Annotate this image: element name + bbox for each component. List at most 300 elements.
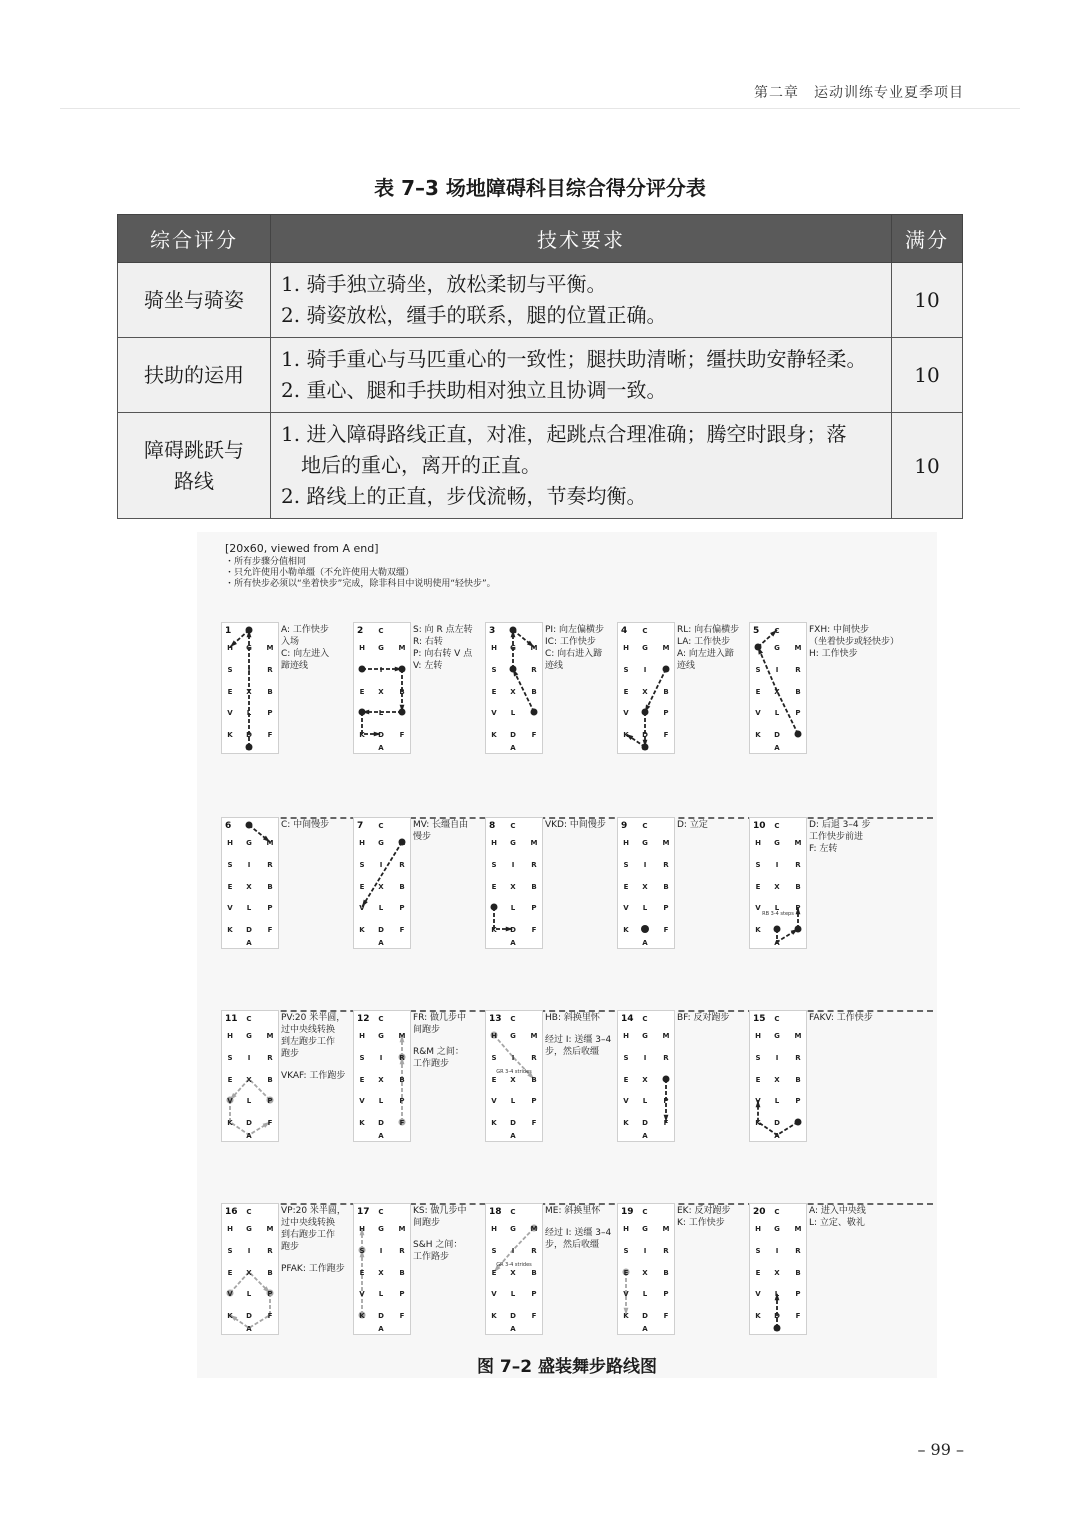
arena-row bbox=[221, 622, 941, 772]
caption-line: （坐着快步或轻快步） bbox=[809, 637, 900, 647]
arena-letter: S bbox=[359, 1054, 365, 1062]
arena-letter: L bbox=[246, 1290, 252, 1298]
arena-letter: E bbox=[227, 1269, 233, 1277]
arena-letter: R bbox=[531, 1247, 537, 1255]
arena-letter: S bbox=[491, 1054, 497, 1062]
arena-letter: M bbox=[398, 1225, 406, 1233]
arena-svg bbox=[486, 818, 542, 948]
arena-letter: L bbox=[642, 1097, 648, 1105]
arena-svg bbox=[222, 1204, 278, 1334]
caption-line: P: 向右转 V 点 bbox=[413, 649, 473, 659]
arena-letter: X bbox=[642, 883, 648, 891]
requirement-line: 2. 路线上的正直，步伐流畅，节奏均衡。 bbox=[281, 484, 647, 508]
caption-line: VKD: 中间慢步 bbox=[545, 820, 606, 830]
arena-letter: I bbox=[247, 1054, 251, 1062]
arena-letter: F bbox=[399, 1312, 405, 1320]
movement-cell bbox=[353, 1203, 485, 1353]
movement-number: 10 bbox=[753, 821, 766, 831]
caption-line: D: 后退 3–4 步 bbox=[809, 820, 871, 830]
caption-line: 工作快步前进 bbox=[809, 832, 864, 842]
arena-letter: C bbox=[774, 1208, 780, 1216]
table-title: 表 7–3 场地障碍科目综合得分评分表 bbox=[374, 176, 706, 200]
arena-letter: L bbox=[246, 709, 252, 717]
arena-letter: H bbox=[491, 1032, 497, 1040]
caption-line: 迹线 bbox=[677, 661, 696, 671]
category-cell: 骑坐与骑姿 bbox=[118, 263, 271, 338]
arena-letter: B bbox=[795, 1076, 801, 1084]
arena-letter: S bbox=[623, 861, 629, 869]
movement-caption bbox=[809, 624, 900, 660]
arena-letter: P bbox=[531, 709, 537, 717]
arena-letter: D bbox=[642, 731, 648, 739]
arena-letter: K bbox=[623, 1119, 629, 1127]
caption-line: 工作跑步 bbox=[413, 1059, 450, 1069]
requirement-line: 地后的重心，离开的正直。 bbox=[301, 453, 541, 477]
arena-letter: A bbox=[246, 939, 252, 947]
arena-letter: D bbox=[510, 926, 516, 934]
arena-letter: G bbox=[246, 1032, 252, 1040]
movement-caption bbox=[413, 624, 485, 672]
arena-letter: P bbox=[399, 1097, 405, 1105]
arena-letter: B bbox=[795, 1269, 801, 1277]
arena-svg bbox=[750, 818, 806, 948]
caption-line: 蹄迹线 bbox=[281, 661, 309, 671]
table-header-row bbox=[118, 215, 963, 263]
arena-letter: A bbox=[378, 744, 384, 752]
arena-letter: X bbox=[378, 883, 384, 891]
arena-letter: P bbox=[531, 904, 537, 912]
arena-letter: B bbox=[267, 883, 273, 891]
movement-caption bbox=[413, 819, 485, 843]
arena-letter: S bbox=[623, 666, 629, 674]
running-header: 第二章 运动训练专业夏季项目 bbox=[754, 85, 964, 101]
movement-caption bbox=[545, 624, 617, 672]
arena-letter: V bbox=[623, 1097, 629, 1105]
movement-cell bbox=[617, 1010, 749, 1160]
movement-caption bbox=[413, 1012, 485, 1070]
caption-line: MV: 长缰自由 bbox=[413, 820, 469, 830]
arena-diagram bbox=[485, 1203, 543, 1335]
arena-letter: P bbox=[267, 1290, 273, 1298]
movement-caption bbox=[809, 1012, 881, 1024]
movement-cell bbox=[221, 622, 353, 772]
caption-line: S&H 之间： bbox=[413, 1240, 463, 1250]
arena-letter: A bbox=[642, 744, 648, 752]
arena-letter: D bbox=[246, 926, 252, 934]
arena-letter: F bbox=[267, 1119, 273, 1127]
arena-letter: P bbox=[663, 904, 669, 912]
arena-letter: E bbox=[623, 688, 629, 696]
arena-letter: B bbox=[531, 883, 537, 891]
arena-letter: X bbox=[774, 1269, 780, 1277]
caption-line: 跑步 bbox=[281, 1242, 300, 1252]
caption-line: R&M 之间： bbox=[413, 1047, 464, 1057]
arena-letter: L bbox=[378, 1097, 384, 1105]
arena-letter: S bbox=[359, 861, 365, 869]
arena-letter: A bbox=[378, 1325, 384, 1333]
arena-letter: R bbox=[267, 861, 273, 869]
arena-letter: M bbox=[794, 839, 802, 847]
caption-line: BF: 反对跑步 bbox=[677, 1013, 730, 1023]
movement-caption bbox=[809, 819, 881, 855]
arena-diagram bbox=[485, 817, 543, 949]
arena-letter: V bbox=[755, 1290, 761, 1298]
arena-letter: R bbox=[399, 861, 405, 869]
arena-letter: E bbox=[623, 1076, 629, 1084]
arena-letter: I bbox=[643, 861, 647, 869]
arena-letter: D bbox=[642, 926, 648, 934]
arena-row bbox=[221, 1010, 941, 1160]
arena-letter: L bbox=[774, 709, 780, 717]
arena-diagram bbox=[221, 1203, 279, 1335]
arena-letter: K bbox=[491, 1119, 497, 1127]
arena-row bbox=[221, 1203, 941, 1353]
caption-line: HB: 斜换里怀 bbox=[545, 1013, 600, 1023]
figure-caption: 图 7–2 盛装舞步路线图 bbox=[477, 1357, 657, 1377]
arena-letter: A bbox=[774, 939, 780, 947]
table-row bbox=[118, 263, 963, 338]
movement-caption bbox=[809, 1205, 881, 1229]
arena-letter: X bbox=[510, 1269, 516, 1277]
arena-letter: X bbox=[246, 883, 252, 891]
arena-svg bbox=[354, 623, 410, 753]
route-path bbox=[758, 1100, 798, 1135]
arena-letter: F bbox=[663, 926, 669, 934]
arena-letter: G bbox=[642, 1032, 648, 1040]
arena-letter: E bbox=[491, 688, 497, 696]
arena-letter: K bbox=[623, 1312, 629, 1320]
arena-letter: P bbox=[267, 1097, 273, 1105]
caption-line bbox=[545, 1024, 617, 1034]
arena-letter: F bbox=[267, 731, 273, 739]
arena-letter: V bbox=[491, 1290, 497, 1298]
arena-letter: D bbox=[642, 1312, 648, 1320]
caption-line bbox=[281, 1060, 353, 1070]
figure-notes bbox=[225, 542, 496, 590]
arena-letter: S bbox=[623, 1247, 629, 1255]
arena-letter: B bbox=[663, 883, 669, 891]
arena-letter: C bbox=[246, 822, 252, 830]
caption-line: L: 立定、敬礼 bbox=[809, 1218, 865, 1228]
movement-caption bbox=[677, 819, 749, 831]
arena-letter: R bbox=[795, 1054, 801, 1062]
caption-line: V: 左转 bbox=[413, 661, 443, 671]
arena-letter: K bbox=[623, 731, 629, 739]
arena-diagram bbox=[617, 622, 675, 754]
arena-letter: K bbox=[491, 1312, 497, 1320]
caption-line: 跑步 bbox=[281, 1049, 300, 1059]
arena-letter: X bbox=[774, 1076, 780, 1084]
movement-number: 13 bbox=[489, 1014, 502, 1024]
arena-letter: L bbox=[774, 1290, 780, 1298]
arena-letter: P bbox=[795, 1290, 801, 1298]
arena-letter: H bbox=[227, 1225, 233, 1233]
caption-line: RL: 向右偏横步 bbox=[677, 625, 740, 635]
arena-letter: D bbox=[378, 926, 384, 934]
arena-svg bbox=[222, 1011, 278, 1141]
arena-letter: V bbox=[359, 709, 365, 717]
arena-letter: H bbox=[227, 839, 233, 847]
arena-svg bbox=[618, 623, 674, 753]
arena-diagram bbox=[221, 1010, 279, 1142]
arena-letter: S bbox=[491, 1247, 497, 1255]
arena-letter: H bbox=[227, 644, 233, 652]
movement-number: 2 bbox=[357, 626, 364, 636]
arena-letter: D bbox=[510, 1119, 516, 1127]
arena-letter: D bbox=[642, 1119, 648, 1127]
arena-letter: S bbox=[755, 1054, 761, 1062]
arena-letter: C bbox=[510, 822, 516, 830]
arena-letter: B bbox=[399, 1076, 405, 1084]
arena-letter: D bbox=[774, 1119, 780, 1127]
arena-letter: F bbox=[531, 926, 537, 934]
arena-letter: I bbox=[379, 666, 383, 674]
route-path bbox=[359, 842, 405, 907]
arena-letter: F bbox=[663, 731, 669, 739]
caption-line: 到右跑步工作 bbox=[281, 1230, 336, 1240]
arena-letter: P bbox=[795, 709, 801, 717]
movement-cell bbox=[749, 1010, 881, 1160]
arena-letter: I bbox=[247, 666, 251, 674]
arena-letter: E bbox=[755, 688, 761, 696]
arena-letter: R bbox=[531, 1054, 537, 1062]
arena-letter: M bbox=[794, 1225, 802, 1233]
caption-line: 经过 I: 送缰 3–4 bbox=[545, 1228, 612, 1238]
arena-letter: H bbox=[755, 644, 761, 652]
arena-letter: M bbox=[794, 644, 802, 652]
arena-letter: F bbox=[531, 1119, 537, 1127]
movement-number: 20 bbox=[753, 1207, 766, 1217]
arena-letter: L bbox=[642, 904, 648, 912]
movement-caption bbox=[677, 1205, 749, 1229]
movement-number: 16 bbox=[225, 1207, 238, 1217]
arena-diagram bbox=[485, 622, 543, 754]
requirements-cell bbox=[271, 338, 892, 413]
arena-letter: K bbox=[755, 731, 761, 739]
arena-letter: V bbox=[227, 1097, 233, 1105]
arena-letter: V bbox=[359, 1290, 365, 1298]
arena-letter: M bbox=[662, 1225, 670, 1233]
movement-cell bbox=[221, 1010, 353, 1160]
arena-letter: B bbox=[795, 688, 801, 696]
arena-letter: L bbox=[642, 709, 648, 717]
arena-letter: X bbox=[510, 883, 516, 891]
arena-letter: P bbox=[663, 1290, 669, 1298]
arena-letter: X bbox=[510, 688, 516, 696]
caption-line bbox=[413, 1036, 485, 1046]
arena-letter: S bbox=[227, 861, 233, 869]
arena-letter: D bbox=[774, 1312, 780, 1320]
arena-letter: G bbox=[378, 1032, 384, 1040]
arena-letter: R bbox=[399, 1247, 405, 1255]
movement-number: 9 bbox=[621, 821, 628, 831]
movement-cell bbox=[221, 817, 353, 967]
arena-letter: P bbox=[399, 1290, 405, 1298]
arena-letter: D bbox=[510, 731, 516, 739]
arena-letter: V bbox=[359, 1097, 365, 1105]
arena-letter: H bbox=[755, 839, 761, 847]
movement-number: 17 bbox=[357, 1207, 370, 1217]
arena-letter: S bbox=[755, 666, 761, 674]
arena-letter: A bbox=[378, 1132, 384, 1140]
movement-caption bbox=[281, 1205, 353, 1275]
arena-letter: S bbox=[227, 1054, 233, 1062]
arena-diagram bbox=[749, 1203, 807, 1335]
movement-cell bbox=[617, 1203, 749, 1353]
arena-letter: A bbox=[246, 744, 252, 752]
arena-letter: I bbox=[511, 666, 515, 674]
caption-line: EK: 反对跑步 bbox=[677, 1206, 731, 1216]
arena-letter: P bbox=[795, 904, 801, 912]
arena-letter: C bbox=[378, 1208, 384, 1216]
arena-svg bbox=[222, 623, 278, 753]
arena-svg bbox=[222, 818, 278, 948]
arena-letter: R bbox=[795, 666, 801, 674]
arena-letter: L bbox=[510, 1290, 516, 1298]
caption-line: 步，然后收缰 bbox=[545, 1047, 600, 1057]
path-annotation: RB 3-4 steps bbox=[762, 911, 794, 917]
arena-letter: V bbox=[623, 904, 629, 912]
arena-letter: K bbox=[755, 1312, 761, 1320]
arena-letter: M bbox=[266, 839, 274, 847]
arena-letter: F bbox=[663, 1312, 669, 1320]
arena-letter: R bbox=[795, 1247, 801, 1255]
arena-letter: P bbox=[795, 1097, 801, 1105]
dressage-figure bbox=[197, 532, 937, 1378]
arena-letter: K bbox=[755, 1119, 761, 1127]
arena-letter: B bbox=[267, 1076, 273, 1084]
arena-letter: R bbox=[663, 1054, 669, 1062]
caption-line: VKAF: 工作跑步 bbox=[281, 1071, 346, 1081]
arena-svg bbox=[354, 1204, 410, 1334]
caption-line: H: 工作快步 bbox=[809, 649, 858, 659]
arena-letter: R bbox=[531, 666, 537, 674]
arena-letter: X bbox=[510, 1076, 516, 1084]
arena-letter: D bbox=[246, 731, 252, 739]
arena-letter: R bbox=[399, 1054, 405, 1062]
arena-letter: C bbox=[774, 1015, 780, 1023]
arena-letter: H bbox=[227, 1032, 233, 1040]
arena-letter: E bbox=[623, 883, 629, 891]
arena-letter: K bbox=[491, 926, 497, 934]
arena-letter: K bbox=[227, 926, 233, 934]
arena-letter: F bbox=[267, 1312, 273, 1320]
arena-letter: C bbox=[774, 822, 780, 830]
arena-letter: A bbox=[510, 939, 516, 947]
arena-letter: P bbox=[399, 904, 405, 912]
arena-letter: S bbox=[227, 1247, 233, 1255]
arena-letter: R bbox=[531, 861, 537, 869]
category-cell: 扶助的运用 bbox=[118, 338, 271, 413]
arena-letter: E bbox=[227, 688, 233, 696]
arena-letter: I bbox=[511, 1247, 515, 1255]
arena-letter: K bbox=[227, 1119, 233, 1127]
arena-letter: L bbox=[510, 904, 516, 912]
arena-letter: C bbox=[642, 1015, 648, 1023]
arena-letter: F bbox=[399, 926, 405, 934]
arena-letter: X bbox=[378, 688, 384, 696]
caption-line: 入场 bbox=[281, 637, 300, 647]
caption-line: ME: 斜换里怀 bbox=[545, 1206, 601, 1216]
arena-letter: X bbox=[378, 1269, 384, 1277]
caption-line: 慢步 bbox=[413, 832, 432, 842]
arena-diagram bbox=[353, 622, 411, 754]
arena-letter: X bbox=[246, 688, 252, 696]
arena-letter: I bbox=[379, 861, 383, 869]
arena-letter: G bbox=[774, 1225, 780, 1233]
arena-letter: P bbox=[267, 709, 273, 717]
figure-note: ・所有步骤分值相同 bbox=[225, 557, 307, 567]
arena-letter: E bbox=[491, 883, 497, 891]
arena-letter: L bbox=[378, 1290, 384, 1298]
movement-number: 19 bbox=[621, 1207, 634, 1217]
arena-letter: V bbox=[755, 1097, 761, 1105]
arena-letter: M bbox=[398, 1032, 406, 1040]
arena-svg bbox=[486, 623, 542, 753]
arena-letter: L bbox=[510, 709, 516, 717]
arena-letter: K bbox=[227, 731, 233, 739]
movement-cell bbox=[353, 817, 485, 967]
arena-svg bbox=[486, 1204, 542, 1334]
header-divider bbox=[60, 108, 1020, 109]
caption-line: 工作路步 bbox=[413, 1252, 450, 1262]
arena-letter: H bbox=[359, 839, 365, 847]
arena-letter: H bbox=[491, 644, 497, 652]
page-number: – 99 – bbox=[917, 1440, 964, 1459]
route-path bbox=[230, 1100, 270, 1135]
arena-letter: R bbox=[267, 1054, 273, 1062]
caption-line: FXH: 中间快步 bbox=[809, 625, 870, 635]
movement-number: 1 bbox=[225, 626, 232, 636]
arena-svg bbox=[354, 818, 410, 948]
arena-letter: H bbox=[359, 1225, 365, 1233]
caption-line: 到左跑步工作 bbox=[281, 1037, 336, 1047]
arena-letter: V bbox=[227, 709, 233, 717]
arena-letter: D bbox=[378, 1119, 384, 1127]
arena-letter: L bbox=[378, 904, 384, 912]
caption-line bbox=[281, 1253, 353, 1263]
movement-cell bbox=[485, 1010, 617, 1160]
arena-letter: I bbox=[643, 1247, 647, 1255]
arena-letter: I bbox=[379, 1054, 383, 1062]
movement-cell bbox=[617, 817, 749, 967]
arena-letter: P bbox=[267, 904, 273, 912]
arena-letter: M bbox=[662, 1032, 670, 1040]
arena-letter: V bbox=[623, 1290, 629, 1298]
arena-letter: C bbox=[642, 822, 648, 830]
arena-letter: R bbox=[267, 666, 273, 674]
caption-line: VP:20 米半圆， bbox=[281, 1206, 346, 1216]
arena-letter: M bbox=[398, 839, 406, 847]
arena-letter: F bbox=[795, 926, 801, 934]
arena-letter: I bbox=[247, 861, 251, 869]
arena-letter: E bbox=[755, 1269, 761, 1277]
caption-line: D: 立定 bbox=[677, 820, 708, 830]
arena-letter: G bbox=[378, 1225, 384, 1233]
arena-letter: A bbox=[378, 939, 384, 947]
arena-letter: L bbox=[510, 1097, 516, 1105]
arena-letter: E bbox=[755, 1076, 761, 1084]
arena-letter: I bbox=[643, 666, 647, 674]
movement-number: 15 bbox=[753, 1014, 766, 1024]
arena-letter: H bbox=[491, 839, 497, 847]
arena-diagram bbox=[353, 817, 411, 949]
arena-letter: B bbox=[531, 688, 537, 696]
arena-letter: H bbox=[491, 1225, 497, 1233]
arena-letter: H bbox=[359, 644, 365, 652]
arena-letter: M bbox=[530, 1225, 538, 1233]
arena-letter: D bbox=[378, 731, 384, 739]
